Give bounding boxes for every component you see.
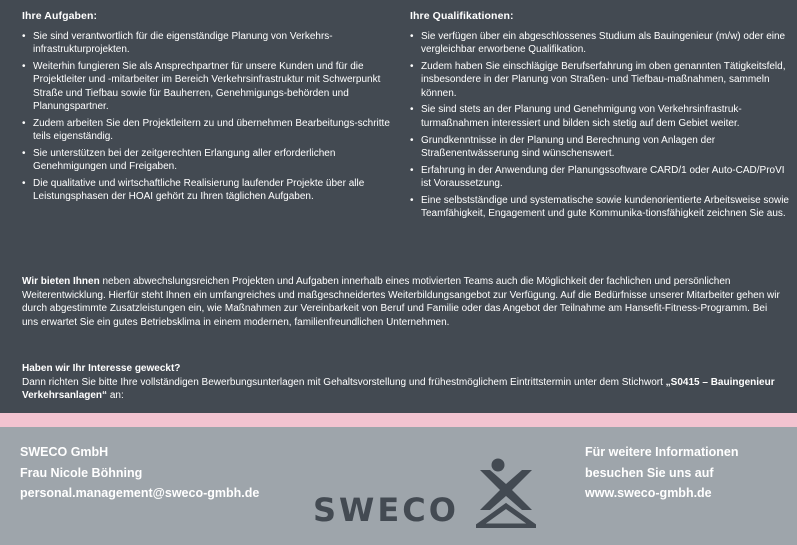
qualifications-list [410,30,790,220]
list-item: • Weiterhin fungieren Sie als Ansprechpartner für unsere Kunden und für die Projektleiter und -mitarbeiter im Bereich Verkehrsinfrastruktur mit Schwerpunkt Straße und Tiefbau sowie für Bauherren, Genehmigungs-behörden und Planungspartner. [22,60,392,113]
cta-text-end: an: [107,390,124,401]
list-item: • Erfahrung in der Anwendung der Planungssoftware CARD/1 oder Auto-CAD/ProVI ist Voraussetzung. [410,164,790,191]
sweco-logo [313,458,538,530]
list-item: • Sie verfügen über ein abgeschlossenes Studium als Bauingenieur (m/w) oder eine vergleichbar erworbene Qualifikation. [410,30,790,57]
cta-text: Dann richten Sie bitte Ihre vollständigen Bewerbungsunterlagen mit Gehaltsvorstellung und frühestmöglichem Eintrittstermin unter dem Stichwort [22,376,666,388]
info-block [585,442,739,504]
list-item: • Sie sind verantwortlich für die eigenständige Planung von Verkehrs-infrastrukturprojekten. [22,30,392,57]
qualifications-heading: Ihre Qualifikationen: [410,10,514,22]
list-item: • Sie unterstützen bei der zeitgerechten Erlangung aller erforderlichen Genehmigungen und Freigaben. [22,147,392,174]
contact-person: Frau Nicole Böhning [20,465,143,480]
offer-text: neben abwechslungsreichen Projekten und Aufgaben innerhalb eines motivierten Teams auch die Möglichkeit der fachlichen und persönlichen Weiterentwicklung. Hierfür steht Ihnen ein umfangreiches und maßgeschneidertes Weiterbildungsangebot zur Verfügung. Auf die Bedürfnisse unserer Mitarbeiter gehen wir durch abgestimmte Zusatzleistungen ein, wie Maßnahmen zur Vereinbarkeit von Beruf und Familie oder das Angebot der Teilnahme am Hansefit-Fitness-Programm. Bei uns erwartet Sie ein gutes Betriebsklima in einem modernen, familienfreundlichen Unternehmen. [22,276,780,328]
qualifications-section [410,10,790,224]
logo-figure-icon [476,458,536,528]
application-call-to-action [22,362,782,403]
list-item: • Eine selbstständige und systematische sowie kundenorientierte Arbeitsweise sowie Teamfähigkeit, Engagement und gute Kommunika-tionsfähigkeit zeichnen Sie aus. [410,194,790,221]
company-name: SWECO GmbH [20,445,109,459]
list-item: • Zudem arbeiten Sie den Projektleitern zu und übernehmen Bearbeitungs-schritte teils eigenständig. [22,117,392,144]
list-item: • Sie sind stets an der Planung und Genehmigung von Verkehrsinfrastruk-turmaßnahmen interessiert und bilden sich stetig auf dem Gebiet weiter. [410,103,790,130]
list-item: • Die qualitative und wirtschaftliche Realisierung laufender Projekte über alle Leistungsphasen der HOAI gehört zu Ihren täglichen Aufgaben. [22,177,392,204]
offer-lead: Wir bieten Ihnen [22,276,100,287]
website-link[interactable]: www.sweco-gmbh.de [585,486,712,500]
contact-block [20,442,259,504]
offer-paragraph [22,275,782,329]
contact-email-link[interactable]: personal.management@sweco-gmbh.de [20,486,260,500]
list-item: • Grundkenntnisse in der Planung und Berechnung von Anlagen der Straßenentwässerung sind wünschenswert. [410,134,790,161]
tasks-list [22,30,392,204]
info-line-1: Für weitere Informationen [585,445,739,459]
list-item: • Zudem haben Sie einschlägige Berufserfahrung im oben genannten Tätigkeitsfeld, insbesondere in der Planung von Straßen- und Tiefbau-maßnahmen, sammeln können. [410,60,790,100]
job-keyword: „S0415 – Bauingenieur Verkehrsanlagen“ [22,376,775,401]
info-line-2: besuchen Sie uns auf [585,465,714,480]
tasks-heading: Ihre Aufgaben: [22,10,98,22]
logo-wordmark: SWECO [313,491,459,529]
accent-band [0,413,797,427]
cta-heading: Haben wir Ihr Interesse geweckt? [22,363,181,374]
tasks-section [22,10,392,207]
